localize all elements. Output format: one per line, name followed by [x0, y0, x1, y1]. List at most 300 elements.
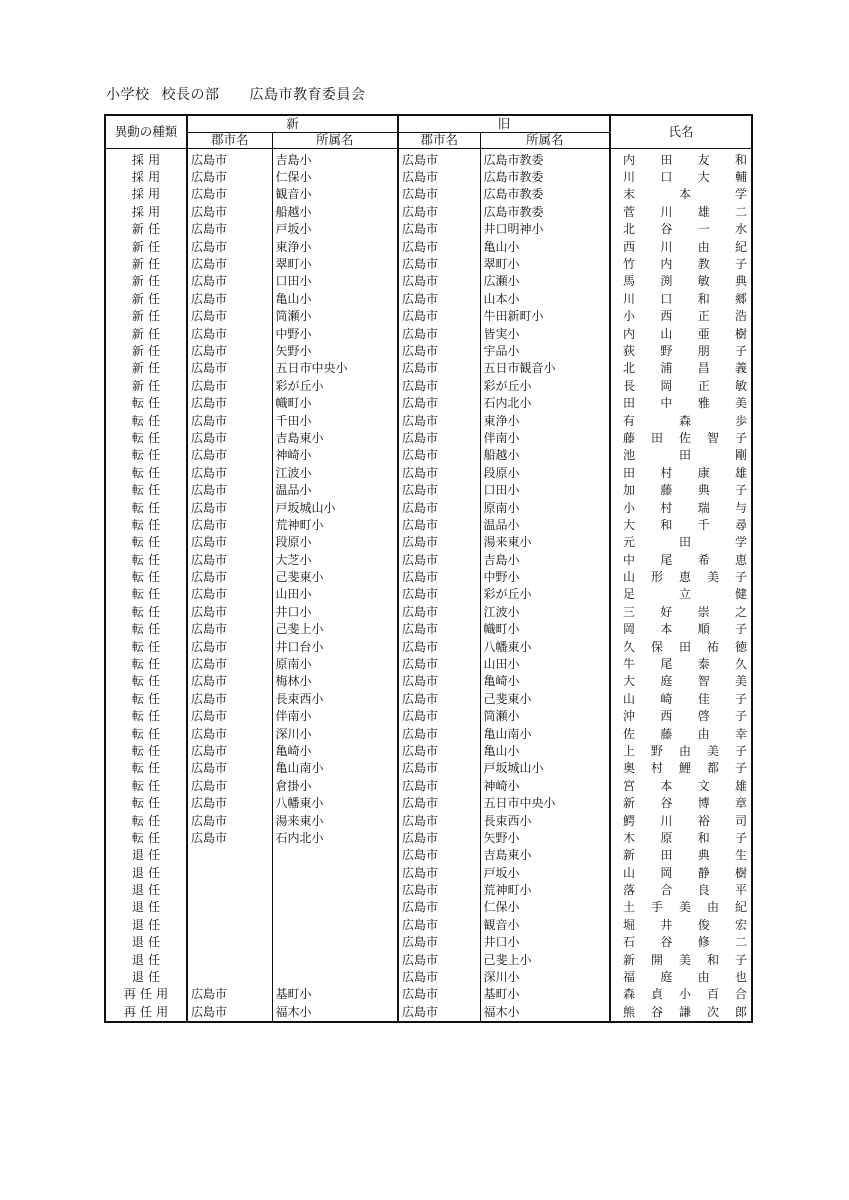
new-city-cell	[187, 916, 272, 933]
transfer-type-cell: 転任	[105, 586, 187, 603]
person-name-cell	[610, 812, 752, 829]
new-school-cell: 戸坂小	[272, 221, 398, 238]
old-school-cell: 牛田新町小	[480, 308, 610, 325]
old-city-cell: 広島市	[398, 847, 480, 864]
new-school-cell: 八幡東小	[272, 794, 398, 811]
person-name-cell	[610, 1003, 752, 1021]
old-city-cell: 広島市	[398, 655, 480, 672]
old-city-cell: 広島市	[398, 586, 480, 603]
transfer-type-cell: 退任	[105, 951, 187, 968]
person-name-cell	[610, 916, 752, 933]
person-name: 久 保 田 祐 徳	[623, 639, 747, 654]
person-name: 新 田 典 生	[623, 848, 748, 863]
new-city-cell: 広島市	[187, 429, 272, 446]
new-city-cell: 広島市	[187, 290, 272, 307]
new-city-cell: 広島市	[187, 673, 272, 690]
table-row	[105, 412, 752, 429]
new-city-cell: 広島市	[187, 708, 272, 725]
person-name: 小 村 瑞 与	[623, 500, 748, 515]
transfer-type-cell: 再任用	[105, 986, 187, 1003]
new-school-cell: 荒神町小	[272, 516, 398, 533]
old-school-cell: 荒神町小	[480, 881, 610, 898]
new-school-cell: 己斐東小	[272, 568, 398, 585]
person-name-cell	[610, 986, 752, 1003]
transfer-type-cell: 退任	[105, 916, 187, 933]
person-name: 奥 村 鯉 都 子	[623, 761, 747, 776]
old-school-cell: 五日市中央小	[480, 794, 610, 811]
table-row	[105, 308, 752, 325]
transfer-type-cell: 転任	[105, 603, 187, 620]
person-name: 馬 渕 敏 典	[623, 274, 748, 289]
old-school-cell: 山田小	[480, 655, 610, 672]
table-row	[105, 655, 752, 672]
old-city-cell: 広島市	[398, 273, 480, 290]
old-city-cell: 広島市	[398, 760, 480, 777]
new-city-cell: 広島市	[187, 412, 272, 429]
new-city-cell: 広島市	[187, 986, 272, 1003]
old-city-cell: 広島市	[398, 690, 480, 707]
new-city-cell: 広島市	[187, 308, 272, 325]
old-city-cell: 広島市	[398, 881, 480, 898]
table-row	[105, 325, 752, 342]
new-school-cell: 五日市中央小	[272, 360, 398, 377]
new-school-cell: 筒瀬小	[272, 308, 398, 325]
table-row	[105, 742, 752, 759]
transfer-type-cell: 転任	[105, 551, 187, 568]
person-name: 佐 藤 由 幸	[623, 726, 748, 741]
old-city-cell: 広島市	[398, 168, 480, 185]
table-header-row-1	[105, 115, 752, 133]
old-school-cell: 井口小	[480, 934, 610, 951]
transfer-type-cell: 新任	[105, 273, 187, 290]
transfer-type-cell: 新任	[105, 308, 187, 325]
person-name: 土 手 美 由 紀	[623, 900, 747, 915]
new-school-cell: 温品小	[272, 481, 398, 498]
person-name-cell	[610, 481, 752, 498]
person-name: 沖 西 啓 子	[623, 709, 748, 724]
table-row	[105, 516, 752, 533]
new-school-cell: 観音小	[272, 186, 398, 203]
table-row	[105, 794, 752, 811]
old-school-cell: 翠町小	[480, 255, 610, 272]
person-name-cell	[610, 968, 752, 985]
person-name: 元 田 学	[623, 535, 748, 550]
new-city-cell: 広島市	[187, 777, 272, 794]
new-city-cell: 広島市	[187, 273, 272, 290]
person-name-cell	[610, 168, 752, 185]
new-school-cell: 亀山小	[272, 290, 398, 307]
person-name-cell	[610, 881, 752, 898]
new-city-cell: 広島市	[187, 394, 272, 411]
table-row	[105, 847, 752, 864]
old-school-cell: 戸坂城山小	[480, 760, 610, 777]
old-school-cell: 矢野小	[480, 829, 610, 846]
old-city-cell: 広島市	[398, 203, 480, 220]
person-name: 石 谷 修 二	[623, 935, 748, 950]
transfer-type-cell: 転任	[105, 499, 187, 516]
school-category: 小学校	[106, 87, 150, 103]
new-school-cell: 井口小	[272, 603, 398, 620]
new-school-cell: 倉掛小	[272, 777, 398, 794]
new-school-cell: 神崎小	[272, 447, 398, 464]
person-name-cell	[610, 499, 752, 516]
new-school-cell: 長束西小	[272, 690, 398, 707]
transfer-type-cell: 転任	[105, 464, 187, 481]
person-name: 内 田 友 和	[623, 152, 748, 167]
old-school-cell: 口田小	[480, 481, 610, 498]
person-name-cell	[610, 742, 752, 759]
person-name-cell	[610, 673, 752, 690]
new-school-cell	[272, 916, 398, 933]
old-school-cell: 段原小	[480, 464, 610, 481]
table-row	[105, 621, 752, 638]
transfer-type-cell: 退任	[105, 881, 187, 898]
new-city-cell: 広島市	[187, 499, 272, 516]
new-city-cell: 広島市	[187, 342, 272, 359]
person-name-cell	[610, 342, 752, 359]
old-city-cell: 広島市	[398, 638, 480, 655]
person-name: 北 浦 昌 義	[623, 361, 748, 376]
new-school-cell: 石内北小	[272, 829, 398, 846]
table-row	[105, 481, 752, 498]
new-city-cell	[187, 951, 272, 968]
person-name-cell	[610, 760, 752, 777]
table-row	[105, 221, 752, 238]
header-old-school: 所属名	[480, 133, 610, 149]
person-name-cell	[610, 394, 752, 411]
old-city-cell: 広島市	[398, 149, 480, 169]
new-city-cell: 広島市	[187, 760, 272, 777]
new-city-cell: 広島市	[187, 168, 272, 185]
transfer-type-cell: 新任	[105, 377, 187, 394]
old-school-cell: 中野小	[480, 568, 610, 585]
old-school-cell: 八幡東小	[480, 638, 610, 655]
table-row	[105, 273, 752, 290]
table-row	[105, 690, 752, 707]
transfer-type-cell: 退任	[105, 847, 187, 864]
person-name-cell	[610, 655, 752, 672]
person-name-cell	[610, 568, 752, 585]
transfer-type-cell: 新任	[105, 342, 187, 359]
new-city-cell	[187, 968, 272, 985]
old-school-cell: 原南小	[480, 499, 610, 516]
transfer-type-cell: 転任	[105, 447, 187, 464]
table-row	[105, 290, 752, 307]
new-city-cell: 広島市	[187, 377, 272, 394]
section-title: 校長の部	[161, 87, 220, 103]
old-city-cell: 広島市	[398, 934, 480, 951]
new-school-cell: 戸坂城山小	[272, 499, 398, 516]
old-city-cell: 広島市	[398, 186, 480, 203]
new-school-cell	[272, 899, 398, 916]
old-school-cell: 石内北小	[480, 394, 610, 411]
new-school-cell: 梅林小	[272, 673, 398, 690]
new-school-cell: 山田小	[272, 586, 398, 603]
transfer-type-cell: 転任	[105, 655, 187, 672]
person-name: 山 崎 佳 子	[623, 691, 748, 706]
person-name-cell	[610, 951, 752, 968]
transfer-type-cell: 転任	[105, 568, 187, 585]
old-city-cell: 広島市	[398, 308, 480, 325]
person-name-cell	[610, 238, 752, 255]
person-name: 池 田 剛	[623, 448, 748, 463]
new-school-cell: 東浄小	[272, 238, 398, 255]
person-name-cell	[610, 777, 752, 794]
person-name: 大 庭 智 美	[623, 674, 748, 689]
person-name-cell	[610, 308, 752, 325]
table-row	[105, 916, 752, 933]
person-name-cell	[610, 290, 752, 307]
person-name: 宮 本 文 雄	[623, 778, 748, 793]
old-school-cell: 井口明神小	[480, 221, 610, 238]
person-name-cell	[610, 534, 752, 551]
old-school-cell: 広瀬小	[480, 273, 610, 290]
new-city-cell: 広島市	[187, 568, 272, 585]
person-name: 大 和 千 尋	[623, 517, 748, 532]
new-city-cell	[187, 899, 272, 916]
old-school-cell: 皆実小	[480, 325, 610, 342]
header-transfer-type: 異動の種類	[105, 115, 187, 149]
new-city-cell	[187, 881, 272, 898]
new-school-cell: 福木小	[272, 1003, 398, 1021]
table-row	[105, 812, 752, 829]
table-row	[105, 203, 752, 220]
table-row	[105, 829, 752, 846]
table-row	[105, 551, 752, 568]
old-city-cell: 広島市	[398, 551, 480, 568]
person-name-cell	[610, 464, 752, 481]
new-city-cell: 広島市	[187, 149, 272, 169]
old-city-cell: 広島市	[398, 464, 480, 481]
person-name: 木 原 和 子	[623, 830, 748, 845]
old-school-cell: 幟町小	[480, 621, 610, 638]
new-school-cell: 伴南小	[272, 708, 398, 725]
header-old-city: 郡市名	[398, 133, 480, 149]
new-city-cell: 広島市	[187, 481, 272, 498]
old-city-cell: 広島市	[398, 777, 480, 794]
table-row	[105, 360, 752, 377]
header-new-city: 郡市名	[187, 133, 272, 149]
old-school-cell: 伴南小	[480, 429, 610, 446]
new-school-cell: 船越小	[272, 203, 398, 220]
old-school-cell: 東浄小	[480, 412, 610, 429]
transfer-type-cell: 転任	[105, 742, 187, 759]
person-name-cell	[610, 847, 752, 864]
person-name: 上 野 由 美 子	[623, 743, 747, 758]
old-city-cell: 広島市	[398, 986, 480, 1003]
old-school-cell: 筒瀬小	[480, 708, 610, 725]
old-city-cell: 広島市	[398, 325, 480, 342]
person-name: 中 尾 希 恵	[623, 552, 748, 567]
table-row	[105, 499, 752, 516]
person-name: 内 山 亜 樹	[623, 326, 748, 341]
new-school-cell: 翠町小	[272, 255, 398, 272]
new-city-cell: 広島市	[187, 186, 272, 203]
person-name-cell	[610, 516, 752, 533]
new-city-cell: 広島市	[187, 794, 272, 811]
old-city-cell: 広島市	[398, 1003, 480, 1021]
new-school-cell: 口田小	[272, 273, 398, 290]
person-name-cell	[610, 273, 752, 290]
person-name-cell	[610, 360, 752, 377]
person-name: 長 岡 正 敏	[623, 378, 748, 393]
old-city-cell: 広島市	[398, 221, 480, 238]
person-name-cell	[610, 255, 752, 272]
old-school-cell: 広島市教委	[480, 186, 610, 203]
new-school-cell: 吉島東小	[272, 429, 398, 446]
old-school-cell: 亀山南小	[480, 725, 610, 742]
old-city-cell: 広島市	[398, 968, 480, 985]
table-row	[105, 568, 752, 585]
person-name-cell	[610, 203, 752, 220]
old-school-cell: 彩が丘小	[480, 377, 610, 394]
transfer-type-cell: 転任	[105, 516, 187, 533]
old-school-cell: 長束西小	[480, 812, 610, 829]
person-name-cell	[610, 429, 752, 446]
header-old-group: 旧	[398, 115, 610, 133]
transfer-type-cell: 転任	[105, 394, 187, 411]
person-name-cell	[610, 186, 752, 203]
person-name-cell	[610, 864, 752, 881]
transfer-type-cell: 採用	[105, 168, 187, 185]
table-row	[105, 342, 752, 359]
person-name: 足 立 健	[623, 587, 748, 602]
new-school-cell: 幟町小	[272, 394, 398, 411]
new-school-cell	[272, 881, 398, 898]
person-name: 三 好 崇 之	[623, 604, 748, 619]
table-row	[105, 394, 752, 411]
table-row	[105, 464, 752, 481]
new-school-cell: 亀崎小	[272, 742, 398, 759]
new-city-cell: 広島市	[187, 638, 272, 655]
person-name: 北 谷 一 水	[623, 222, 748, 237]
new-city-cell: 広島市	[187, 221, 272, 238]
old-city-cell: 広島市	[398, 516, 480, 533]
table-row	[105, 238, 752, 255]
old-school-cell: 基町小	[480, 986, 610, 1003]
new-city-cell: 広島市	[187, 603, 272, 620]
person-name: 山 形 恵 美 子	[623, 570, 747, 585]
person-name: 末 本 学	[623, 187, 748, 202]
table-row	[105, 586, 752, 603]
new-city-cell: 広島市	[187, 655, 272, 672]
new-city-cell: 広島市	[187, 690, 272, 707]
table-row	[105, 986, 752, 1003]
person-name-cell	[610, 690, 752, 707]
old-city-cell: 広島市	[398, 621, 480, 638]
transfer-type-cell: 転任	[105, 829, 187, 846]
transfer-type-cell: 退任	[105, 864, 187, 881]
new-city-cell: 広島市	[187, 516, 272, 533]
person-name: 堀 井 俊 宏	[623, 917, 748, 932]
new-city-cell: 広島市	[187, 325, 272, 342]
old-school-cell: 亀山小	[480, 238, 610, 255]
person-name: 熊 谷 謙 次 郎	[623, 1004, 747, 1019]
person-name: 小 西 正 浩	[623, 309, 748, 324]
transfer-type-cell: 新任	[105, 238, 187, 255]
table-row	[105, 149, 752, 169]
old-city-cell: 広島市	[398, 238, 480, 255]
table-row	[105, 377, 752, 394]
transfer-type-cell: 転任	[105, 725, 187, 742]
old-city-cell: 広島市	[398, 412, 480, 429]
old-school-cell: 福木小	[480, 1003, 610, 1021]
old-city-cell: 広島市	[398, 499, 480, 516]
old-city-cell: 広島市	[398, 255, 480, 272]
old-school-cell: 深川小	[480, 968, 610, 985]
old-school-cell: 湯来東小	[480, 534, 610, 551]
old-school-cell: 亀崎小	[480, 673, 610, 690]
old-city-cell: 広島市	[398, 742, 480, 759]
person-name: 牛 尾 泰 久	[623, 657, 748, 672]
transfer-type-cell: 採用	[105, 149, 187, 169]
old-city-cell: 広島市	[398, 725, 480, 742]
issuing-authority: 広島市教育委員会	[249, 87, 366, 103]
person-name: 田 中 雅 美	[623, 396, 748, 411]
table-row	[105, 968, 752, 985]
person-name: 福 庭 由 也	[623, 970, 748, 985]
old-school-cell: 広島市教委	[480, 149, 610, 169]
old-school-cell: 仁保小	[480, 899, 610, 916]
table-row	[105, 760, 752, 777]
person-name: 田 村 康 雄	[623, 465, 748, 480]
old-city-cell: 広島市	[398, 394, 480, 411]
person-name: 新 谷 博 章	[623, 796, 748, 811]
transfer-type-cell: 退任	[105, 968, 187, 985]
person-name-cell	[610, 638, 752, 655]
person-name: 竹 内 教 子	[623, 257, 748, 272]
person-name-cell	[610, 412, 752, 429]
new-school-cell: 深川小	[272, 725, 398, 742]
person-name-cell	[610, 708, 752, 725]
transfer-type-cell: 転任	[105, 760, 187, 777]
person-name-cell	[610, 221, 752, 238]
table-row	[105, 777, 752, 794]
new-school-cell: 基町小	[272, 986, 398, 1003]
person-name: 有 森 歩	[623, 413, 748, 428]
old-school-cell: 五日市観音小	[480, 360, 610, 377]
new-school-cell: 中野小	[272, 325, 398, 342]
new-city-cell: 広島市	[187, 725, 272, 742]
old-city-cell: 広島市	[398, 568, 480, 585]
new-city-cell: 広島市	[187, 551, 272, 568]
new-city-cell: 広島市	[187, 203, 272, 220]
old-school-cell: 広島市教委	[480, 203, 610, 220]
new-city-cell: 広島市	[187, 742, 272, 759]
table-row	[105, 934, 752, 951]
new-school-cell: 大芝小	[272, 551, 398, 568]
old-school-cell: 江波小	[480, 603, 610, 620]
old-city-cell: 広島市	[398, 899, 480, 916]
transfer-type-cell: 採用	[105, 186, 187, 203]
person-name: 加 藤 典 子	[623, 483, 748, 498]
old-school-cell: 己斐上小	[480, 951, 610, 968]
old-school-cell: 広島市教委	[480, 168, 610, 185]
transfer-type-cell: 転任	[105, 534, 187, 551]
new-school-cell: 湯来東小	[272, 812, 398, 829]
transfer-type-cell: 再任用	[105, 1003, 187, 1021]
table-body	[105, 149, 752, 1022]
new-city-cell: 広島市	[187, 534, 272, 551]
transfer-type-cell: 採用	[105, 203, 187, 220]
table-row	[105, 168, 752, 185]
old-city-cell: 広島市	[398, 951, 480, 968]
person-name-cell	[610, 377, 752, 394]
transfer-type-cell: 転任	[105, 690, 187, 707]
table-row	[105, 708, 752, 725]
old-school-cell: 己斐東小	[480, 690, 610, 707]
person-name-cell	[610, 149, 752, 169]
